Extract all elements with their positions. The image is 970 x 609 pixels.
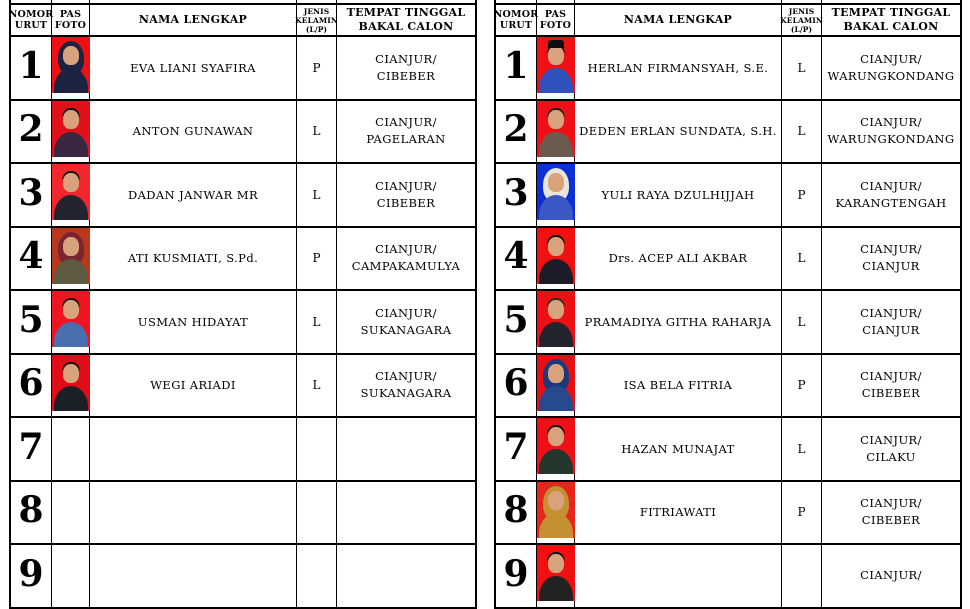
column-header-nomor-urut: NOMOR URUT	[496, 5, 537, 35]
candidate-row	[11, 101, 475, 165]
candidate-residence: CIANJUR/ KARANGTENGAH	[835, 178, 947, 210]
candidate-name: YULI RAYA DZULHIJJAH	[575, 164, 782, 226]
candidate-gender: P	[782, 482, 822, 544]
candidate-gender: P	[297, 228, 337, 290]
candidate-row	[11, 418, 475, 482]
pas-foto-cell	[52, 355, 90, 417]
candidate-photo	[52, 228, 90, 284]
candidate-row	[496, 228, 960, 292]
candidate-residence: CIANJUR/ CIBEBER	[860, 496, 922, 528]
candidate-residence	[337, 482, 475, 544]
candidate-row	[11, 164, 475, 228]
candidate-photo	[537, 164, 575, 220]
photo-cap	[63, 358, 79, 366]
photo-cap	[63, 231, 79, 239]
candidate-number: 3	[11, 164, 52, 226]
candidate-table-right	[494, 0, 962, 609]
candidate-number: 2	[11, 101, 52, 163]
candidate-name: ATI KUSMIATI, S.Pd.	[90, 228, 297, 290]
photo-torso	[54, 386, 88, 411]
candidate-gender: L	[782, 228, 822, 290]
candidate-name: FITRIAWATI	[575, 482, 782, 544]
candidate-number: 1	[11, 37, 52, 99]
candidate-name: USMAN HIDAYAT	[90, 291, 297, 353]
candidate-row	[11, 228, 475, 292]
candidate-photo	[52, 101, 90, 157]
photo-cap	[63, 294, 79, 302]
photo-torso	[539, 449, 573, 474]
candidate-residence	[337, 418, 475, 480]
table-header-row	[8, 3, 475, 37]
pas-foto-cell	[537, 101, 575, 163]
candidate-residence: CIANJUR/ CIANJUR	[860, 242, 922, 274]
candidate-name: Drs. ACEP ALI AKBAR	[575, 228, 782, 290]
pas-foto-cell	[52, 37, 90, 99]
photo-torso	[539, 513, 573, 538]
candidate-number: 9	[11, 545, 52, 607]
photo-torso	[54, 259, 88, 284]
photo-face	[548, 237, 564, 256]
column-header-jenis-kelamin: JENIS KELAMIN (L/P)	[780, 6, 823, 34]
photo-face	[63, 46, 79, 65]
candidate-photo	[537, 355, 575, 411]
pas-foto-cell	[537, 355, 575, 417]
candidate-name: ISA BELA FITRIA	[575, 355, 782, 417]
candidate-row	[11, 545, 475, 609]
candidate-residence: CIANJUR/ SUKANAGARA	[360, 369, 452, 401]
candidate-residence: CIANJUR/ SUKANAGARA	[360, 305, 452, 337]
pas-foto-cell	[52, 101, 90, 163]
candidate-residence: CIANJUR/ CIBEBER	[375, 51, 437, 83]
column-header-tempat-tinggal: TEMPAT TINGGAL BAKAL CALON	[346, 6, 466, 33]
candidate-gender: L	[297, 101, 337, 163]
photo-cap	[548, 167, 564, 175]
photo-cap	[548, 231, 564, 239]
candidate-number: 7	[11, 418, 52, 480]
candidate-name: HERLAN FIRMANSYAH, S.E.	[575, 37, 782, 99]
column-header-jenis-kelamin: JENIS KELAMIN (L/P)	[295, 6, 338, 34]
photo-torso	[539, 195, 573, 220]
candidate-number: 8	[496, 482, 537, 544]
photo-cap	[548, 358, 564, 366]
candidate-number: 6	[11, 355, 52, 417]
candidate-row	[496, 482, 960, 546]
candidate-row	[11, 291, 475, 355]
photo-face	[548, 427, 564, 446]
previous-row-border-stub	[496, 0, 960, 3]
photo-torso	[539, 259, 573, 284]
candidate-row	[496, 164, 960, 228]
pas-foto-cell	[52, 418, 90, 480]
pas-foto-cell	[537, 37, 575, 99]
photo-face	[548, 110, 564, 129]
candidate-name	[90, 418, 297, 480]
candidate-photo	[52, 355, 90, 411]
candidate-gender: L	[782, 101, 822, 163]
photo-face	[63, 110, 79, 129]
candidate-gender: P	[297, 37, 337, 99]
candidate-gender	[297, 545, 337, 607]
candidate-photo	[537, 228, 575, 284]
candidate-number: 2	[496, 101, 537, 163]
pas-foto-cell	[52, 228, 90, 290]
table-body-right	[496, 37, 960, 609]
photo-cap	[63, 167, 79, 175]
photo-torso	[54, 132, 88, 157]
candidate-number: 9	[496, 545, 537, 607]
candidate-name: DADAN JANWAR MR	[90, 164, 297, 226]
photo-cap	[548, 40, 564, 48]
candidate-gender: L	[297, 355, 337, 417]
candidate-photo	[52, 291, 90, 347]
candidate-number: 4	[11, 228, 52, 290]
pas-foto-cell	[537, 228, 575, 290]
photo-face	[548, 173, 564, 192]
candidate-number: 5	[496, 291, 537, 353]
table-body-left	[11, 37, 475, 609]
candidate-gender: P	[782, 164, 822, 226]
candidate-table-left	[9, 0, 477, 609]
candidate-row	[496, 101, 960, 165]
candidate-gender: P	[782, 355, 822, 417]
candidate-gender	[782, 545, 822, 607]
candidate-gender	[297, 482, 337, 544]
pas-foto-cell	[537, 164, 575, 226]
candidate-name	[575, 545, 782, 607]
photo-torso	[539, 576, 573, 601]
pas-foto-cell	[537, 545, 575, 607]
column-header-nama-lengkap: NAMA LENGKAP	[575, 5, 782, 35]
candidate-photo	[537, 37, 575, 93]
photo-torso	[54, 322, 88, 347]
candidate-row	[496, 545, 960, 609]
candidate-number: 8	[11, 482, 52, 544]
table-header-row	[493, 3, 960, 37]
candidate-number: 4	[496, 228, 537, 290]
pas-foto-cell	[537, 291, 575, 353]
column-header-pas-foto: PAS FOTO	[52, 5, 90, 35]
candidate-name: WEGI ARIADI	[90, 355, 297, 417]
candidate-name: ANTON GUNAWAN	[90, 101, 297, 163]
column-header-nomor-urut: NOMOR URUT	[11, 5, 52, 35]
candidate-number: 1	[496, 37, 537, 99]
candidate-name: DEDEN ERLAN SUNDATA, S.H.	[575, 101, 782, 163]
photo-cap	[548, 294, 564, 302]
column-header-nama-lengkap: NAMA LENGKAP	[90, 5, 297, 35]
photo-torso	[539, 322, 573, 347]
candidate-name: HAZAN MUNAJAT	[575, 418, 782, 480]
candidate-photo	[537, 101, 575, 157]
photo-torso	[54, 68, 88, 93]
candidate-photo	[537, 482, 575, 538]
candidate-row	[496, 37, 960, 101]
candidate-gender: L	[782, 418, 822, 480]
photo-cap	[548, 548, 564, 556]
candidate-name: PRAMADIYA GITHA RAHARJA	[575, 291, 782, 353]
candidate-residence: CIANJUR/ WARUNGKONDANG	[827, 51, 955, 83]
photo-cap	[63, 104, 79, 112]
candidate-name: EVA LIANI SYAFIRA	[90, 37, 297, 99]
candidate-gender: L	[782, 37, 822, 99]
candidate-residence: CIANJUR/	[860, 568, 922, 583]
candidate-name	[90, 482, 297, 544]
candidate-photo	[52, 164, 90, 220]
photo-face	[63, 237, 79, 256]
pas-foto-cell	[52, 482, 90, 544]
candidate-residence: CIANJUR/ CILAKU	[860, 432, 922, 464]
photo-face	[63, 300, 79, 319]
candidate-gender	[297, 418, 337, 480]
candidate-row	[496, 355, 960, 419]
photo-face	[548, 554, 564, 573]
photo-torso	[539, 68, 573, 93]
candidate-residence: CIANJUR/ WARUNGKONDANG	[827, 115, 955, 147]
candidate-row	[496, 291, 960, 355]
candidate-photo	[52, 37, 90, 93]
photo-face	[548, 491, 564, 510]
photo-cap	[548, 421, 564, 429]
photo-cap	[548, 104, 564, 112]
candidate-gender: L	[297, 291, 337, 353]
photo-cap	[63, 40, 79, 48]
candidate-number: 3	[496, 164, 537, 226]
pas-foto-cell	[537, 482, 575, 544]
candidate-number: 7	[496, 418, 537, 480]
photo-face	[63, 364, 79, 383]
candidate-name	[90, 545, 297, 607]
candidate-residence: CIANJUR/ CAMPAKAMULYA	[351, 242, 461, 274]
candidate-residence: CIANJUR/ CIANJUR	[860, 305, 922, 337]
pas-foto-cell	[52, 545, 90, 607]
candidate-photo	[537, 545, 575, 601]
photo-cap	[548, 485, 564, 493]
candidate-number: 5	[11, 291, 52, 353]
photo-torso	[539, 132, 573, 157]
column-header-tempat-tinggal: TEMPAT TINGGAL BAKAL CALON	[831, 6, 951, 33]
candidate-residence: CIANJUR/ PAGELARAN	[366, 115, 446, 147]
candidate-residence: CIANJUR/ CIBEBER	[375, 178, 437, 210]
candidate-row	[11, 355, 475, 419]
pas-foto-cell	[52, 164, 90, 226]
candidate-row	[496, 418, 960, 482]
previous-row-border-stub	[11, 0, 475, 3]
candidate-row	[11, 37, 475, 101]
photo-face	[548, 300, 564, 319]
pas-foto-cell	[537, 418, 575, 480]
photo-torso	[539, 386, 573, 411]
photo-face	[548, 46, 564, 65]
candidate-number: 6	[496, 355, 537, 417]
candidate-gender: L	[297, 164, 337, 226]
photo-torso	[54, 195, 88, 220]
photo-face	[63, 173, 79, 192]
candidate-residence: CIANJUR/ CIBEBER	[860, 369, 922, 401]
photo-face	[548, 364, 564, 383]
candidate-gender: L	[782, 291, 822, 353]
candidate-photo	[537, 418, 575, 474]
candidate-row	[11, 482, 475, 546]
column-header-pas-foto: PAS FOTO	[537, 5, 575, 35]
candidate-residence	[337, 545, 475, 607]
candidate-photo	[537, 291, 575, 347]
pas-foto-cell	[52, 291, 90, 353]
